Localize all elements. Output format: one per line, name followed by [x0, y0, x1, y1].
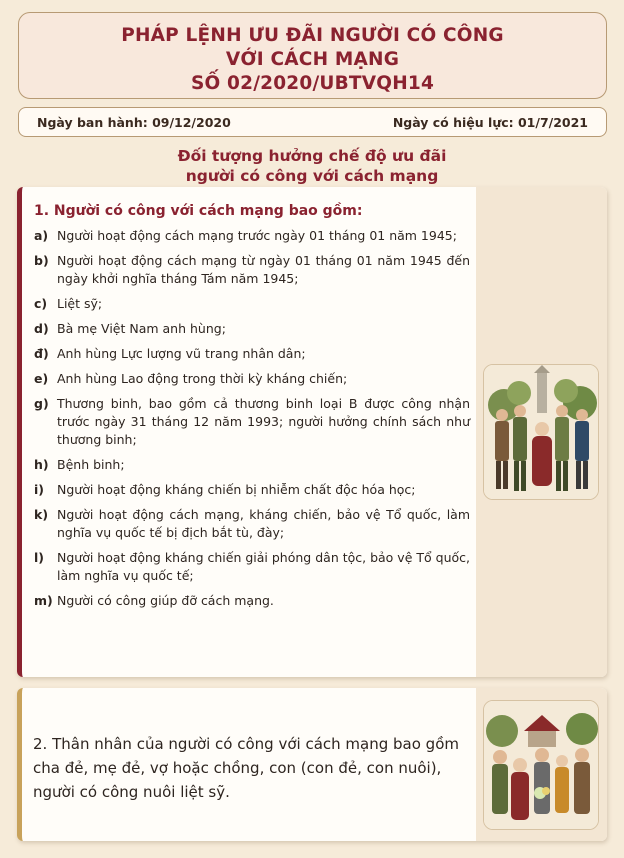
- item-key: m): [34, 593, 53, 608]
- item-key: a): [34, 228, 49, 243]
- item-text: Liệt sỹ;: [57, 296, 103, 311]
- list-item: [34, 506, 470, 542]
- item-text: Người hoạt động cách mạng từ ngày 01 tháng 01 năm 1945 đến ngày khởi nghĩa tháng Tám năm 1945;: [57, 253, 470, 286]
- list-item: [34, 252, 470, 288]
- title-line-1: PHÁP LỆNH ƯU ĐÃI NGƯỜI CÓ CÔNG: [121, 25, 504, 46]
- title-banner: [18, 12, 607, 99]
- list-item: [34, 295, 470, 313]
- item-key: k): [34, 507, 49, 522]
- item-key: c): [34, 296, 48, 311]
- item-text: Bà mẹ Việt Nam anh hùng;: [57, 321, 226, 336]
- list-item: [34, 370, 470, 388]
- item-key: d): [34, 321, 49, 336]
- item-text: Người có công giúp đỡ cách mạng.: [57, 593, 274, 608]
- item-key: g): [34, 396, 49, 411]
- date-bar: [18, 107, 607, 137]
- item-key: đ): [34, 346, 49, 361]
- item-key: h): [34, 457, 49, 472]
- list-item: [34, 320, 470, 338]
- family-illustration: [483, 700, 599, 830]
- item-text: Người hoạt động cách mạng trước ngày 01 tháng 01 năm 1945;: [57, 228, 457, 243]
- item-key: i): [34, 482, 44, 497]
- veterans-group-illustration: [483, 364, 599, 500]
- item-text: Anh hùng Lao động trong thời kỳ kháng chiến;: [57, 371, 348, 386]
- item-key: l): [34, 550, 44, 565]
- beneficiary-list: [34, 227, 470, 617]
- section-1-heading: 1. Người có công với cách mạng bao gồm:: [34, 203, 363, 219]
- list-item: [34, 345, 470, 363]
- section-2-text: 2. Thân nhân của người có công với cách mạng bao gồm cha đẻ, mẹ đẻ, vợ hoặc chồng, con (con đẻ, con nuôi), người có công nuôi liệt sỹ.: [33, 735, 459, 801]
- list-item: [34, 592, 470, 610]
- effective-date: Ngày có hiệu lực: 01/7/2021: [392, 114, 588, 130]
- list-item: [34, 549, 470, 585]
- item-text: Người hoạt động kháng chiến bị nhiễm chất độc hóa học;: [57, 482, 416, 497]
- list-item: [34, 481, 470, 499]
- item-key: e): [34, 371, 49, 386]
- issued-date: Ngày ban hành: 09/12/2020: [37, 114, 231, 130]
- subtitle-line-2: người có công với cách mạng: [185, 167, 439, 185]
- item-text: Bệnh binh;: [57, 457, 125, 472]
- item-text: Người hoạt động cách mạng, kháng chiến, bảo vệ Tổ quốc, làm nghĩa vụ quốc tế bị địch bắt tù, đày;: [57, 507, 470, 540]
- title-line-2: VỚI CÁCH MẠNG: [225, 49, 400, 70]
- subtitle-line-1: Đối tượng hưởng chế độ ưu đãi: [177, 147, 447, 165]
- item-text: Người hoạt động kháng chiến giải phóng dân tộc, bảo vệ Tổ quốc, làm nghĩa vụ quốc tế;: [57, 550, 470, 583]
- item-key: b): [34, 253, 49, 268]
- section-subtitle: [0, 146, 624, 186]
- list-item: [34, 456, 470, 474]
- item-text: Anh hùng Lực lượng vũ trang nhân dân;: [57, 346, 306, 361]
- list-item: [34, 395, 470, 449]
- item-text: Thương binh, bao gồm cả thương binh loại B được công nhận trước ngày 31 tháng 12 năm 1993; người hưởng chính sách như thương binh;: [57, 396, 470, 447]
- list-item: [34, 227, 470, 245]
- document-number: SỐ 02/2020/UBTVQH14: [190, 73, 435, 94]
